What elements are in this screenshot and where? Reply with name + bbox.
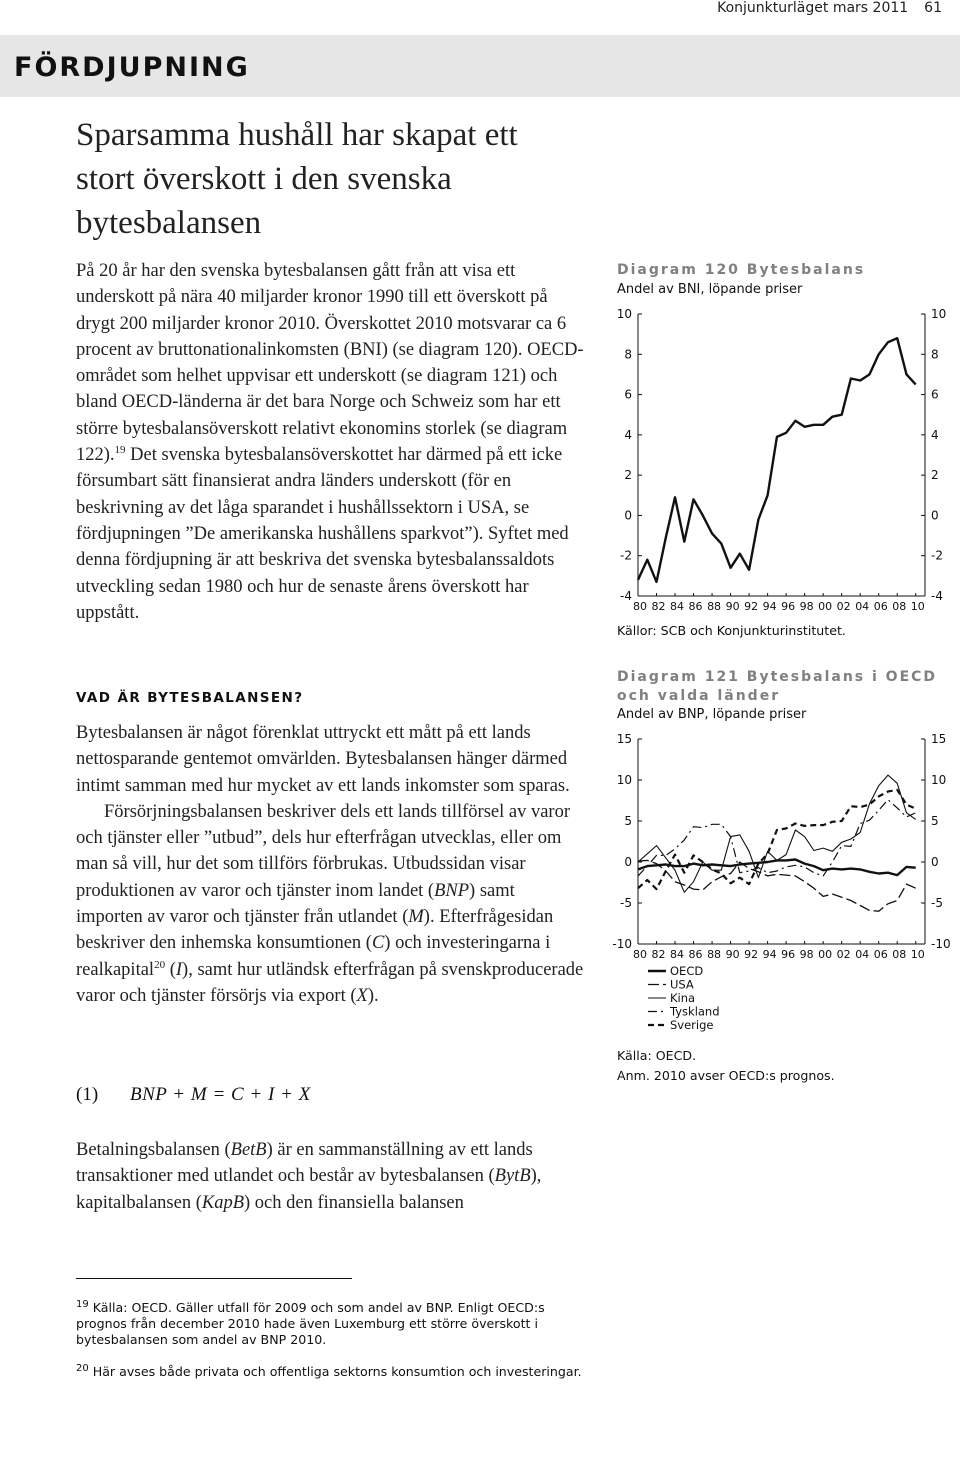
definition-paragraph-2 <box>76 799 586 1009</box>
legend-label-kina: Kina <box>670 991 696 1005</box>
footnote-rule <box>76 1278 352 1279</box>
x-tick-label: 94 <box>762 600 777 613</box>
bal-text-d: ) och den finansiella balansen <box>244 1192 464 1213</box>
legend-label-sverige: Sverige <box>670 1018 714 1032</box>
y-tick-label-right: 15 <box>931 732 947 746</box>
y-tick-label-left: 0 <box>624 508 632 523</box>
chart-121-subtitle: Andel av BNP, löpande priser <box>617 707 807 722</box>
bal-betb: BetB <box>230 1140 267 1160</box>
footnote-ref-20[interactable]: 20 <box>154 958 166 971</box>
chart-120 <box>600 300 960 616</box>
x-tick-label: 96 <box>781 600 796 613</box>
def-text-a: Försörjningsbalansen beskriver dels ett lands tillförsel av varor och tjänster eller ”utbud”, dels hur efterfrågan utvecklas, eller om man så vill, hur det som tillförs förbrukas. Utbudssidan visar produktionen av varor och tjänster inom landet ( <box>76 801 570 901</box>
footnote-num: 19 <box>76 1298 89 1310</box>
y-tick-label-right: -2 <box>931 548 943 563</box>
y-tick-label-right: -10 <box>931 937 951 951</box>
y-tick-label-left: -4 <box>620 589 632 603</box>
x-tick-label: 10 <box>910 600 925 613</box>
x-tick-label: 88 <box>707 600 722 613</box>
x-tick-label: 90 <box>725 948 740 961</box>
x-tick-label: 00 <box>818 600 833 613</box>
chart-120-title: Diagram 120 Bytesbalans <box>617 262 866 278</box>
def-m: M <box>408 907 424 928</box>
footnote-num: 20 <box>76 1362 89 1374</box>
x-tick-label: 98 <box>799 948 814 961</box>
y-tick-label-right: 10 <box>931 307 947 321</box>
bal-kapb: KapB <box>201 1192 244 1213</box>
chart-121-title: Diagram 121 Bytesbalans i OECD och valda länder <box>617 669 938 704</box>
x-tick-label: 98 <box>799 600 814 613</box>
y-tick-label-left: 0 <box>624 855 632 869</box>
y-tick-label-right: -5 <box>931 896 943 910</box>
x-tick-label: 10 <box>910 948 925 961</box>
y-tick-label-left: -5 <box>620 896 632 910</box>
definition-section <box>76 720 586 1009</box>
def-text-d: ) och investeringarna i realkapital <box>76 933 551 980</box>
bal-text-c: ), kapitalbalansen ( <box>76 1166 542 1213</box>
x-tick-label: 96 <box>781 948 796 961</box>
x-tick-label: 04 <box>855 948 870 961</box>
x-tick-label: 80 <box>633 600 647 613</box>
legend-label-usa: USA <box>670 977 694 992</box>
x-tick-label: 84 <box>670 948 685 961</box>
y-tick-label-left: 4 <box>624 427 632 442</box>
chart-120-source: Källor: SCB och Konjunkturinstitutet. <box>617 623 846 638</box>
series-line-sverige <box>638 790 916 889</box>
def-text-e: ( <box>165 959 176 980</box>
series-line-usa <box>638 860 916 911</box>
def-c: C <box>371 933 385 954</box>
y-tick-label-right: 2 <box>931 468 939 483</box>
publication-name: Konjunkturläget mars 2011 <box>717 0 909 16</box>
chart-120-subtitle: Andel av BNI, löpande priser <box>617 282 803 297</box>
y-tick-label-left: 10 <box>616 307 632 321</box>
intro-text-1: På 20 år har den svenska bytesbalansen gått från att visa ett underskott på nära 40 miljarder kronor 1990 till ett överskott på drygt 200 miljarder kronor 2010. Överskottet 2010 motsvarar ca 6 procent av bruttonationalinkomsten (BNI) (se diagram 120). OECD-området som helhet uppvisar ett underskott (se diagram 121) och bland OECD-länderna är det bara Norge och Schweiz som har ett större bytesbalansöverskott relativt ekonomins storlek (se diagram 122). <box>76 261 584 466</box>
y-tick-label-left: 2 <box>624 468 632 483</box>
x-tick-label: 08 <box>892 948 907 961</box>
bal-text-a: Betalningsbalansen ( <box>76 1140 231 1160</box>
footnote-20 <box>76 1364 596 1380</box>
x-tick-label: 84 <box>670 600 685 613</box>
x-tick-label: 92 <box>744 600 759 613</box>
y-tick-label-left: 6 <box>624 387 632 402</box>
x-tick-label: 86 <box>688 948 703 961</box>
intro-paragraph <box>76 258 586 626</box>
series-line-bytesbalans <box>638 338 916 582</box>
y-tick-label-right: 8 <box>931 347 939 362</box>
x-tick-label: 02 <box>836 948 851 961</box>
y-tick-label-right: 0 <box>931 508 939 523</box>
chart-121 <box>600 725 960 1035</box>
x-tick-label: 82 <box>651 600 666 613</box>
y-tick-label-right: 6 <box>931 387 939 402</box>
x-tick-label: 00 <box>818 948 833 961</box>
definition-paragraph-1: Bytesbalansen är något förenklat uttryckt ett mått på ett lands nettosparande gentemot omvärlden. Bytesbalansen hänger därmed intimt samman med hur mycket av ett lands inkomster som sparas. <box>76 723 570 796</box>
y-tick-label-left: 10 <box>616 773 632 787</box>
x-tick-label: 92 <box>744 948 759 961</box>
def-text-f: ), samt hur utländsk efterfrågan på svenskproducerade varor och tjänster försörjs via export ( <box>76 959 584 1006</box>
x-tick-label: 80 <box>633 948 647 961</box>
footnote-19 <box>76 1300 596 1348</box>
y-tick-label-left: -10 <box>612 937 632 951</box>
subheading: VAD ÄR BYTESBALANSEN? <box>76 690 304 706</box>
series-line-kina <box>638 775 916 892</box>
legend-label-oecd: OECD <box>670 964 704 978</box>
y-tick-label-right: 0 <box>931 855 939 869</box>
section-label: FÖRDJUPNING <box>14 52 250 83</box>
footnote-ref-19[interactable]: 19 <box>114 443 126 456</box>
bal-bytb: BytB <box>494 1166 531 1187</box>
y-tick-label-right: 5 <box>931 814 939 828</box>
x-tick-label: 82 <box>651 948 666 961</box>
def-bnp: BNP <box>434 880 470 901</box>
x-tick-label: 90 <box>725 600 740 613</box>
legend-label-tyskland: Tyskland <box>670 1004 720 1019</box>
x-tick-label: 06 <box>873 948 888 961</box>
y-tick-label-left: -2 <box>620 548 632 563</box>
y-tick-label-left: 15 <box>616 732 632 746</box>
y-tick-label-right: -4 <box>931 589 943 603</box>
def-text-c: ). Efterfrågesidan beskriver den inhemska konsumtionen ( <box>76 907 554 954</box>
x-tick-label: 08 <box>892 600 907 613</box>
balance-paragraph <box>76 1137 586 1216</box>
page-number: 61 <box>924 0 942 16</box>
y-tick-label-right: 10 <box>931 773 947 787</box>
equation-1 <box>76 1084 311 1106</box>
footnote-text: Källa: OECD. Gäller utfall för 2009 och som andel av BNP. Enligt OECD:s prognos från december 2010 hade även Luxemburg ett större överskott i bytesbalansen som andel av BNP 2010. <box>76 1300 545 1347</box>
x-tick-label: 02 <box>836 600 851 613</box>
chart-121-note: Anm. 2010 avser OECD:s prognos. <box>617 1068 835 1083</box>
bal-text-b: ) är en sammanställning av ett lands transaktioner med utlandet och består av bytesbalansen ( <box>76 1140 533 1187</box>
def-x: X <box>356 985 368 1006</box>
y-tick-label-left: 8 <box>624 347 632 362</box>
intro-text-2: Det svenska bytesbalansöverskottet har därmed på ett icke försumbart sätt finansierat andra länders underskott (för en beskrivning av det låga sparandet i hushållssektorn i USA, se fördjupningen ”De amerikanska hushållens sparkvot”). Syftet med denna fördjupning är att beskriva det svenska bytesbalanssaldots utveckling sedan 1980 och hur de senaste årens överskott har uppstått. <box>76 445 569 623</box>
article-title: Sparsamma hushåll har skapat ett stort överskott i den svenska bytesbalansen <box>76 117 518 241</box>
def-text-g: ). <box>367 985 379 1006</box>
def-text-b: ) samt importen av varor och tjänster från utlandet ( <box>76 880 515 928</box>
x-tick-label: 88 <box>707 948 722 961</box>
footnote-text: Här avses både privata och offentliga sektorns konsumtion och investeringar. <box>88 1364 582 1379</box>
x-tick-label: 04 <box>855 600 870 613</box>
x-tick-label: 94 <box>762 948 777 961</box>
chart-121-source: Källa: OECD. <box>617 1048 697 1063</box>
running-header <box>717 0 942 16</box>
equation-expression: BNP + M = C + I + X <box>130 1084 311 1105</box>
x-tick-label: 86 <box>688 600 703 613</box>
x-tick-label: 06 <box>873 600 888 613</box>
equation-number: (1) <box>76 1084 99 1105</box>
y-tick-label-left: 5 <box>624 814 632 828</box>
def-i: I <box>175 959 183 980</box>
y-tick-label-right: 4 <box>931 427 939 442</box>
